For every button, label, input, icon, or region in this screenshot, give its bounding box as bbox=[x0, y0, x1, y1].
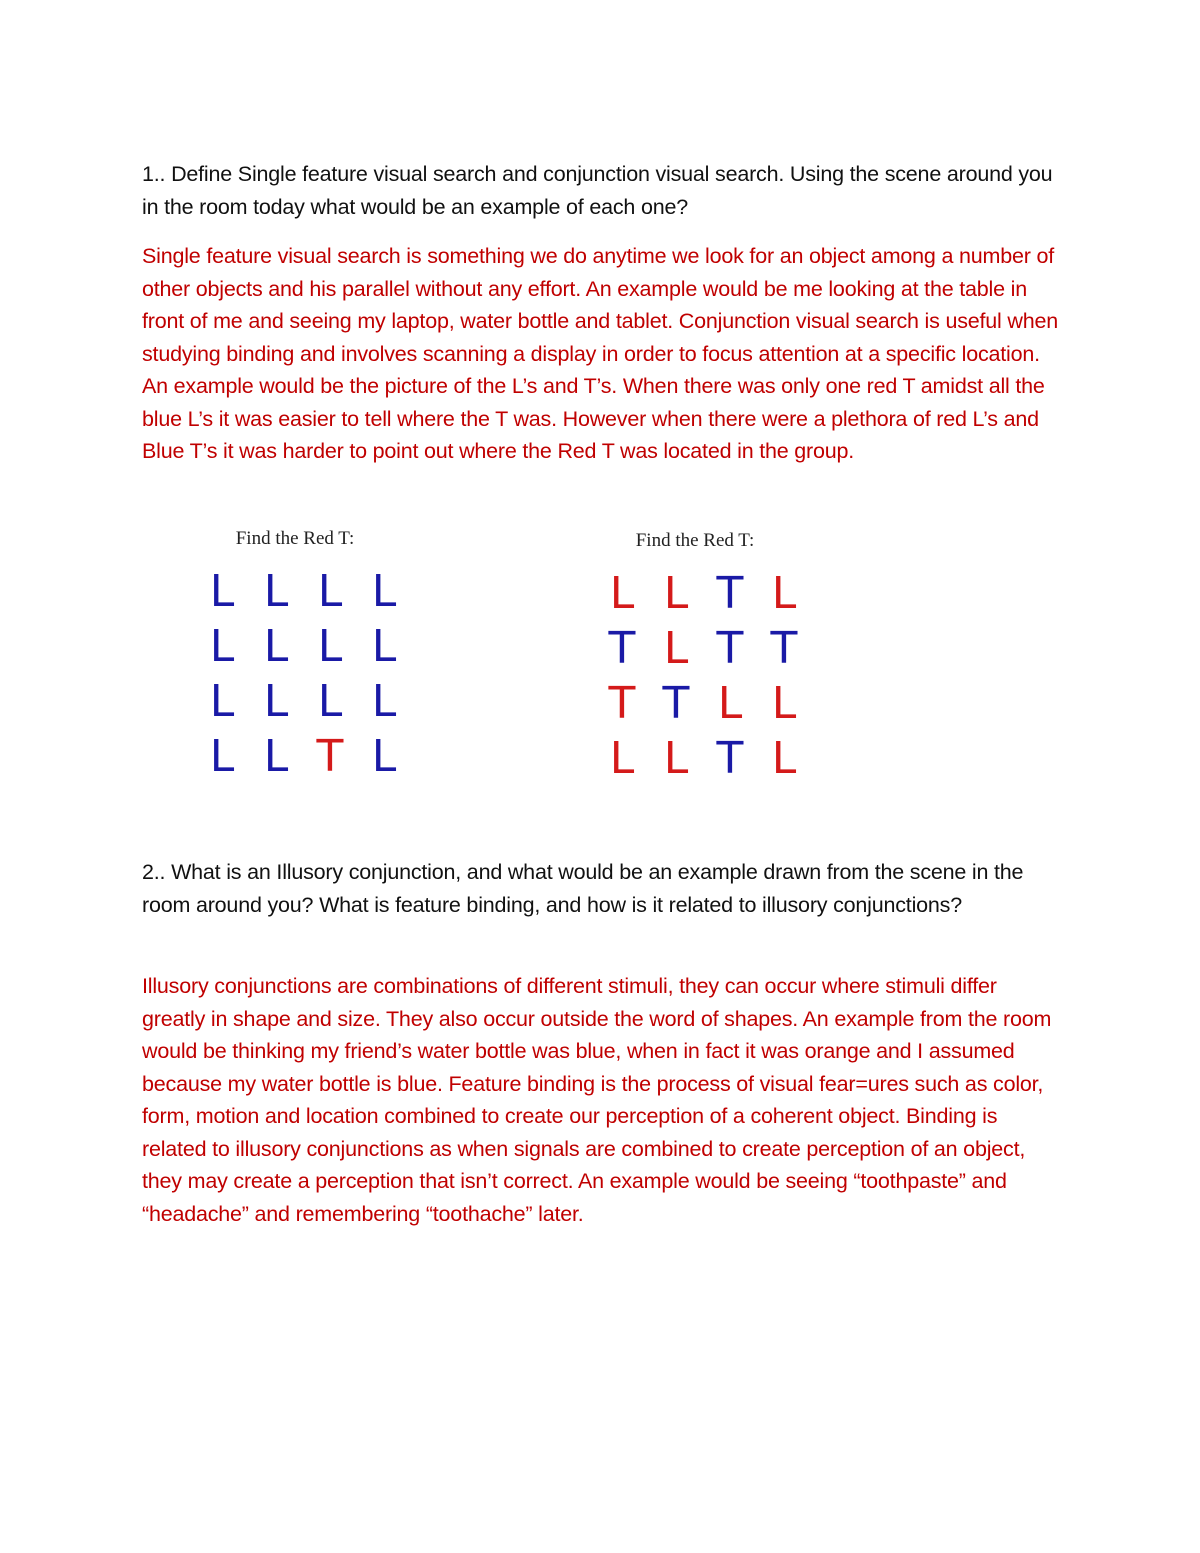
grid-letter: T bbox=[608, 678, 636, 729]
grid-letter: T bbox=[662, 678, 690, 729]
grid-letter: L bbox=[771, 568, 797, 619]
grid-letter: L bbox=[609, 733, 635, 784]
grid-letter: L bbox=[209, 621, 235, 672]
grid-letter: L bbox=[663, 733, 689, 784]
grid-letter: T bbox=[716, 733, 744, 784]
grid-letter: L bbox=[209, 676, 235, 727]
grid-letter: L bbox=[371, 676, 397, 727]
grid-letter: L bbox=[371, 566, 397, 617]
figure-conjunction-search bbox=[595, 530, 825, 786]
grid-letter: L bbox=[263, 566, 289, 617]
grid-letter: L bbox=[209, 566, 235, 617]
grid-letter: L bbox=[317, 566, 343, 617]
grid-letter: L bbox=[317, 676, 343, 727]
question-1: 1.. Define Single feature visual search and conjunction visual search. Using the scene around you in the room today what would be an example of each one? bbox=[142, 162, 1053, 219]
answer-1: Single feature visual search is something we do anytime we look for an object among a number of other objects and his parallel without any effort. An example would be me looking at the table in front of me and seeing my laptop, water bottle and tablet. Conjunction visual search is useful when studying binding and involves scanning a display in order to focus attention at a specific location. An example would be the picture of the L’s and T’s. When there was only one red T amidst all the blue L’s it was easier to tell where the T was. However when there were a plethora of red L’s and Blue T’s it was harder to point out where the Red T was located in the group. bbox=[142, 244, 1058, 463]
grid-letter: L bbox=[609, 568, 635, 619]
grid-letter: L bbox=[263, 731, 289, 782]
letter-grid bbox=[195, 564, 425, 784]
question-2: 2.. What is an Illusory conjunction, and what would be an example drawn from the scene in the room around you? What is feature binding, and how is it related to illusory conjunctions? bbox=[142, 860, 1024, 917]
grid-letter: T bbox=[316, 731, 344, 782]
grid-letter: L bbox=[663, 568, 689, 619]
grid-letter: T bbox=[716, 568, 744, 619]
grid-letter: L bbox=[263, 621, 289, 672]
letter-grid bbox=[595, 566, 825, 786]
grid-letter: L bbox=[717, 678, 743, 729]
grid-letter: L bbox=[263, 676, 289, 727]
figure-title: Find the Red T: bbox=[635, 530, 755, 551]
grid-letter: L bbox=[663, 623, 689, 674]
figure-title: Find the Red T: bbox=[235, 528, 355, 549]
grid-letter: L bbox=[371, 731, 397, 782]
figure-single-feature-search bbox=[195, 528, 425, 784]
grid-letter: T bbox=[770, 623, 798, 674]
grid-letter: L bbox=[209, 731, 235, 782]
grid-letter: L bbox=[317, 621, 343, 672]
grid-letter: L bbox=[771, 733, 797, 784]
grid-letter: L bbox=[371, 621, 397, 672]
answer-2: Illusory conjunctions are combinations of different stimuli, they can occur where stimuli differ greatly in shape and size. They also occur outside the word of shapes. An example from the room would be thinking my friend’s water bottle was blue, when in fact it was orange and I assumed because my water bottle is blue. Feature binding is the process of visual fear=ures such as color, form, motion and location combined to create our perception of a coherent object. Binding is related to illusory conjunctions as when signals are combined to create perception of an object, they may create a perception that isn’t correct. An example would be seeing “toothpaste” and “headache” and remembering “toothache” later. bbox=[142, 974, 1052, 1226]
grid-letter: T bbox=[716, 623, 744, 674]
grid-letter: T bbox=[608, 623, 636, 674]
grid-letter: L bbox=[771, 678, 797, 729]
